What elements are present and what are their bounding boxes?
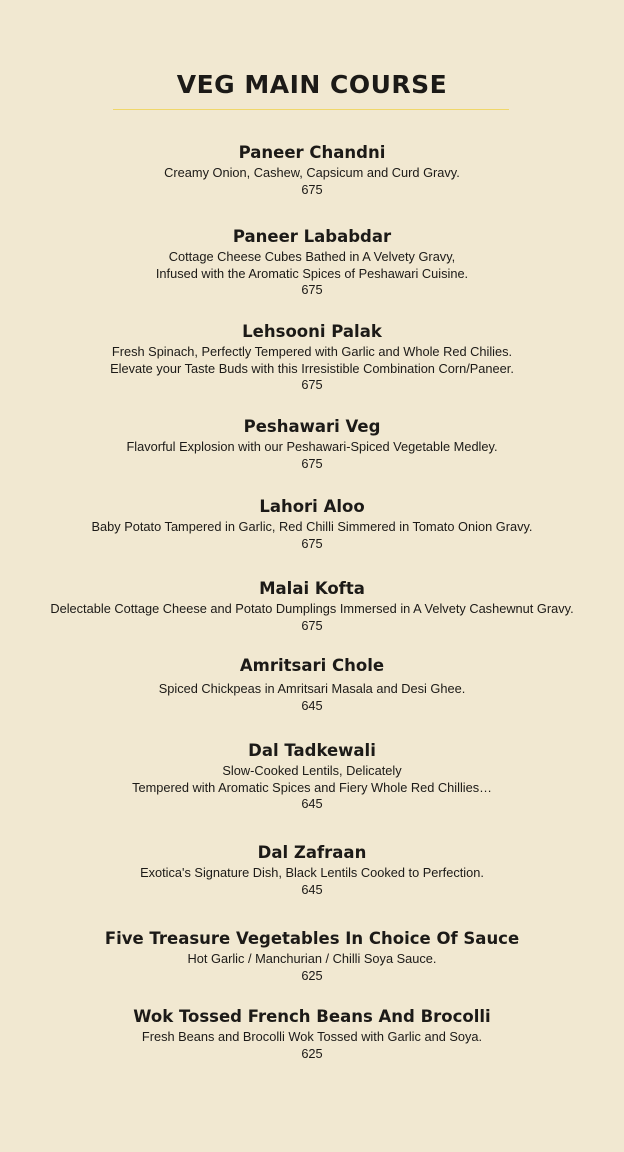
menu-item <box>0 741 624 813</box>
dish-description: Infused with the Aromatic Spices of Peshawari Cuisine. <box>155 265 469 281</box>
dish-description: Hot Garlic / Manchurian / Chilli Soya Sauce. <box>187 951 437 966</box>
dish-name: Lehsooni Palak <box>242 322 382 341</box>
dish-description: Flavorful Explosion with our Peshawari-Spiced Vegetable Medley. <box>126 439 498 454</box>
dish-description: Tempered with Aromatic Spices and Fiery Whole Red Chillies… <box>132 779 492 795</box>
dish-description: Fresh Spinach, Perfectly Tempered with Garlic and Whole Red Chilies. <box>111 344 513 359</box>
dish-price: 645 <box>301 796 323 811</box>
dish-description: Exotica's Signature Dish, Black Lentils Cooked to Perfection. <box>140 865 484 880</box>
page-title: VEG MAIN COURSE <box>176 70 448 99</box>
menu-item <box>0 1007 624 1062</box>
dish-price: 675 <box>301 535 323 551</box>
menu-item <box>0 656 624 714</box>
dish-description: Fresh Beans and Brocolli Wok Tossed with Garlic and Soya. <box>141 1029 483 1044</box>
menu-item <box>0 843 624 898</box>
dish-description: Delectable Cottage Cheese and Potato Dumplings Immersed in A Velvety Cashewnut Gravy. <box>50 601 574 616</box>
title-divider <box>113 109 509 110</box>
dish-name: Five Treasure Vegetables In Choice Of Sauce <box>104 929 520 948</box>
dish-price: 675 <box>301 181 323 197</box>
dish-description: Cottage Cheese Cubes Bathed in A Velvety Gravy, <box>168 249 456 264</box>
dish-price: 675 <box>301 377 323 392</box>
dish-name: Dal Tadkewali <box>248 741 376 760</box>
dish-name: Amritsari Chole <box>239 656 385 675</box>
menu-item <box>0 417 624 472</box>
dish-name: Paneer Chandni <box>238 143 386 162</box>
dish-description: Spiced Chickpeas in Amritsari Masala and Desi Ghee. <box>158 681 466 696</box>
menu-item <box>0 497 624 552</box>
dish-price: 645 <box>301 881 323 897</box>
menu-item <box>0 227 624 299</box>
dish-price: 675 <box>301 455 323 471</box>
dish-price: 625 <box>301 967 323 983</box>
dish-description: Baby Potato Tampered in Garlic, Red Chilli Simmered in Tomato Onion Gravy. <box>91 519 533 534</box>
dish-price: 675 <box>301 617 323 633</box>
menu-item <box>0 579 624 634</box>
dish-name: Peshawari Veg <box>243 417 381 436</box>
dish-description: Creamy Onion, Cashew, Capsicum and Curd Gravy. <box>164 165 460 180</box>
dish-price: 625 <box>301 1045 323 1061</box>
menu-item <box>0 143 624 198</box>
menu-item <box>0 929 624 984</box>
dish-name: Malai Kofta <box>259 579 365 598</box>
menu-item <box>0 322 624 394</box>
dish-price: 675 <box>301 282 323 297</box>
dish-price: 645 <box>301 697 323 713</box>
dish-description: Slow-Cooked Lentils, Delicately <box>222 763 402 778</box>
dish-name: Dal Zafraan <box>257 843 367 862</box>
dish-name: Lahori Aloo <box>259 497 365 516</box>
dish-name: Paneer Lababdar <box>232 227 392 246</box>
dish-description: Elevate your Taste Buds with this Irresistible Combination Corn/Paneer. <box>110 360 514 376</box>
dish-name: Wok Tossed French Beans And Brocolli <box>133 1007 491 1026</box>
